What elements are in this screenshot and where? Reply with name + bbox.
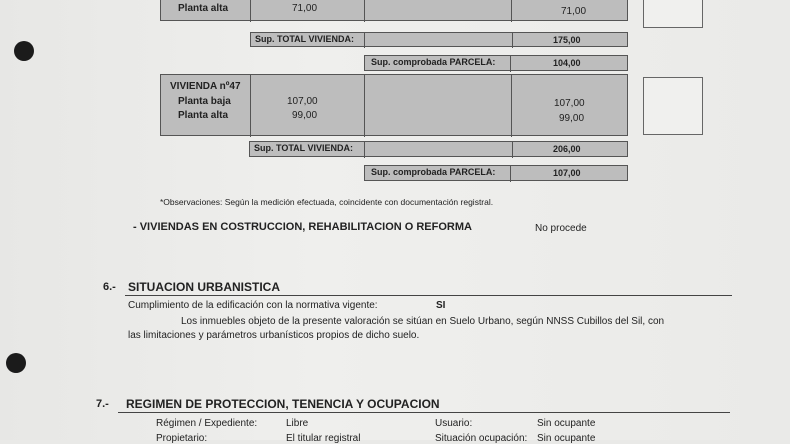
observaciones-text: *Observaciones: Según la medición efectuada, coincidente con documentación registral. <box>160 197 494 207</box>
binder-hole-bottom <box>6 353 26 373</box>
row-label-planta-baja: Planta baja <box>178 96 231 107</box>
parcela-value: 107,00 <box>553 168 581 178</box>
section-7-number: 7.- <box>96 398 109 410</box>
parcela-label: Sup. comprobada PARCELA: <box>371 167 496 177</box>
total-vivienda-label: Sup. TOTAL VIVIENDA: <box>254 143 354 153</box>
total-vivienda-value: 175,00 <box>553 35 581 45</box>
section-6-number: 6.- <box>103 281 116 293</box>
vivienda-table-prev <box>160 0 628 21</box>
vivienda-47-title: VIVIENDA nº47 <box>170 81 241 92</box>
parcela-label: Sup. comprobada PARCELA: <box>371 57 496 67</box>
situacion-label: Situación ocupación: <box>435 433 528 444</box>
usuario-value: Sin ocupante <box>537 418 596 429</box>
section-6-rule <box>125 295 732 296</box>
cumplimiento-label: Cumplimiento de la edificación con la normativa vigente: <box>128 300 378 311</box>
superficie-value: 107,00 <box>287 96 318 107</box>
parcela-value: 104,00 <box>553 58 581 68</box>
total-vivienda-value: 206,00 <box>553 144 581 154</box>
blank-box <box>643 77 703 135</box>
section-7-title: REGIMEN DE PROTECCION, TENENCIA Y OCUPACION <box>126 397 440 411</box>
superficie-value: 71,00 <box>292 3 318 14</box>
cumplimiento-value: SI <box>436 300 446 311</box>
section-7-rule <box>118 412 730 413</box>
blank-box <box>643 0 703 28</box>
propietario-label: Propietario: <box>156 433 208 444</box>
construccion-label: - VIVIENDAS EN COSTRUCCION, REHABILITACION O REFORMA <box>133 221 472 233</box>
usuario-label: Usuario: <box>435 418 473 429</box>
propietario-value: El titular registral <box>286 433 361 444</box>
urbanistica-paragraph-line1: Los inmuebles objeto de la presente valoración se sitúan en Suelo Urbano, según NNSS Cubillos del Sil, con <box>181 316 665 327</box>
regimen-label: Régimen / Expediente: <box>156 418 258 429</box>
superficie-value: 99,00 <box>559 113 585 124</box>
situacion-value: Sin ocupante <box>537 433 596 444</box>
binder-hole-top <box>14 41 34 61</box>
superficie-value: 107,00 <box>554 98 585 109</box>
urbanistica-paragraph-line2: las limitaciones y parámetros urbanísticos propios de dicho suelo. <box>128 330 420 341</box>
construccion-value: No procede <box>535 223 587 234</box>
superficie-value: 99,00 <box>292 110 318 121</box>
regimen-value: Libre <box>286 418 309 429</box>
superficie-value: 71,00 <box>561 6 587 17</box>
section-6-title: SITUACION URBANISTICA <box>128 280 280 294</box>
row-label-planta-alta: Planta alta <box>178 110 229 121</box>
total-vivienda-label: Sup. TOTAL VIVIENDA: <box>255 34 355 44</box>
row-label-planta-alta: Planta alta <box>178 3 229 14</box>
